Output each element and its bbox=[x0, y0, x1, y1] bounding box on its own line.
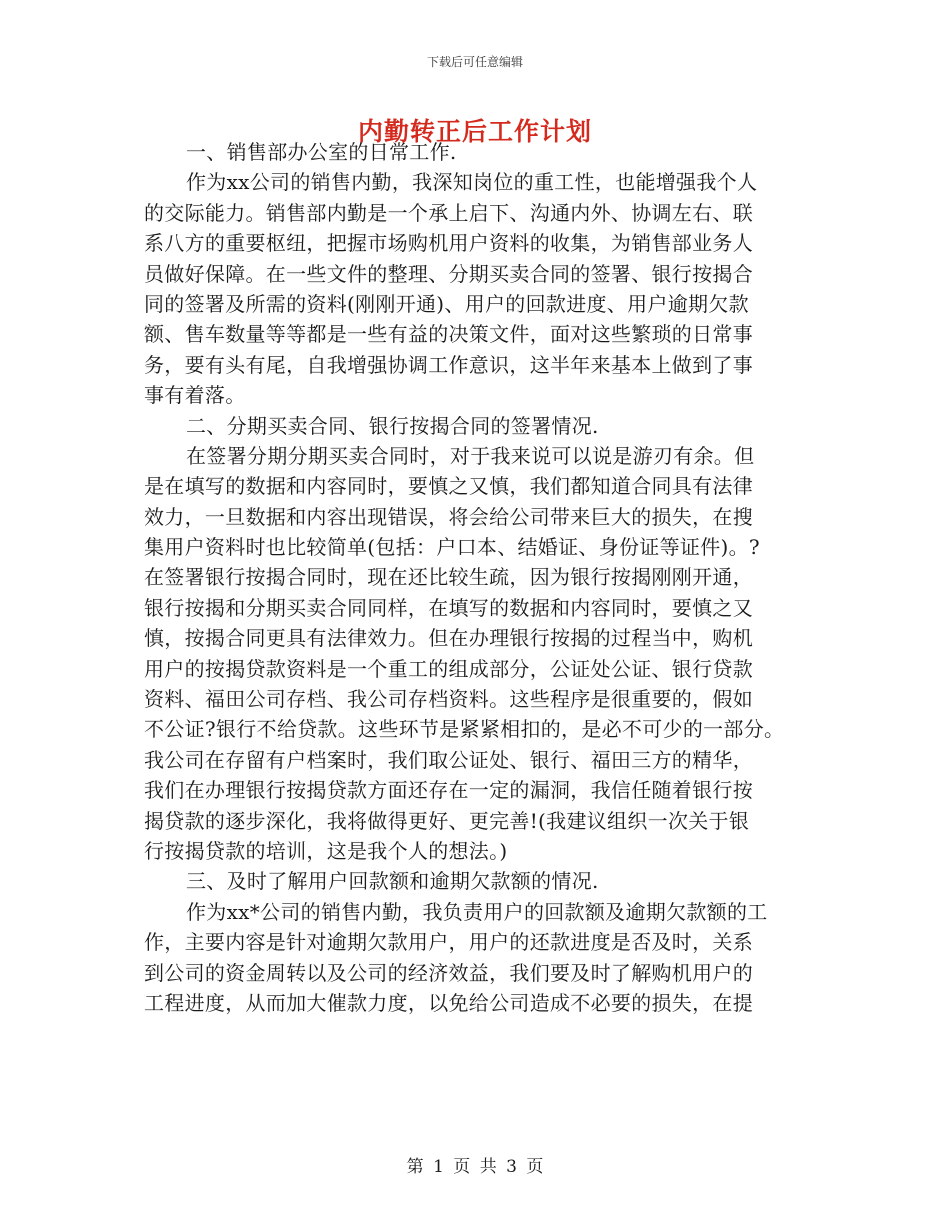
paragraph-line: 作为xx公司的销售内勤，我深知岗位的重工性，也能增强我个人 bbox=[186, 170, 758, 195]
paragraph-line: 我们在办理银行按揭贷款方面还存在一定的漏洞，我信任随着银行按 bbox=[144, 778, 753, 803]
paragraph-line: 效力，一旦数据和内容出现错误，将会给公司带来巨大的损失，在搜 bbox=[144, 504, 753, 529]
paragraph-line: 到公司的资金周转以及公司的经济效益，我们要及时了解购机用户的 bbox=[144, 960, 753, 985]
section-heading-3: 三、及时了解用户回款额和逾期欠款额的情况. bbox=[186, 869, 599, 894]
paragraph-line: 额、售车数量等等都是一些有益的决策文件，面对这些繁琐的日常事 bbox=[144, 322, 753, 347]
paragraph-line: 务，要有头有尾，自我增强协调工作意识，这半年来基本上做到了事 bbox=[144, 352, 753, 377]
paragraph-line: 不公证?银行不给贷款。这些环节是紧紧相扣的，是必不可少的一部分。 bbox=[144, 717, 785, 742]
section-heading-2: 二、分期买卖合同、银行按揭合同的签署情况. bbox=[186, 413, 599, 438]
paragraph-line: 同的签署及所需的资料(刚刚开通)、用户的回款进度、用户逾期欠款 bbox=[144, 291, 749, 316]
paragraph-line: 用户的按揭贷款资料是一个重工的组成部分，公证处公证、银行贷款 bbox=[144, 656, 753, 681]
paragraph-line: 资料、福田公司存档、我公司存档资料。这些程序是很重要的，假如 bbox=[144, 687, 753, 712]
paragraph-line: 工程进度，从而加大催款力度，以免给公司造成不必要的损失，在提 bbox=[144, 990, 753, 1015]
section-heading-1: 一、销售部办公室的日常工作. bbox=[186, 140, 457, 164]
paragraph-line: 作为xx*公司的销售内勤，我负责用户的回款额及逾期欠款额的工 bbox=[186, 899, 768, 924]
paragraph-line: 事有着落。 bbox=[144, 383, 246, 408]
paragraph-line: 的交际能力。销售部内勤是一个承上启下、沟通内外、协调左右、联 bbox=[144, 200, 753, 225]
paragraph-line: 系八方的重要枢纽，把握市场购机用户资料的收集，为销售部业务人 bbox=[144, 231, 753, 256]
page-header: 下载后可任意编辑 bbox=[426, 55, 523, 69]
page-number-footer: 第 1 页 共 3 页 bbox=[406, 1157, 544, 1177]
paragraph-line: 我公司在存留有户档案时，我们取公证处、银行、福田三方的精华， bbox=[144, 747, 753, 772]
paragraph-line: 在签署银行按揭合同时，现在还比较生疏，因为银行按揭刚刚开通， bbox=[144, 565, 753, 590]
paragraph-line: 行按揭贷款的培训，这是我个人的想法。) bbox=[144, 838, 508, 863]
paragraph-line: 银行按揭和分期买卖合同同样，在填写的数据和内容同时，要慎之又 bbox=[144, 595, 753, 620]
paragraph-line: 是在填写的数据和内容同时，要慎之又慎，我们都知道合同具有法律 bbox=[144, 474, 753, 499]
paragraph-line: 作，主要内容是针对逾期欠款用户，用户的还款进度是否及时，关系 bbox=[144, 930, 753, 955]
document-body bbox=[144, 137, 814, 1018]
paragraph-line: 慎，按揭合同更具有法律效力。但在办理银行按揭的过程当中，购机 bbox=[144, 626, 753, 651]
paragraph-line: 揭贷款的逐步深化，我将做得更好、更完善!(我建议组织一次关于银 bbox=[144, 808, 750, 833]
paragraph-line: 在签署分期分期买卖合同时，对于我来说可以说是游刃有余。但 bbox=[186, 443, 755, 468]
document-title: 内勤转正后工作计划 bbox=[357, 117, 592, 146]
paragraph-line: 集用户资料时也比较简单(包括：户口本、结婚证、身份证等证件)。? bbox=[144, 535, 760, 560]
paragraph-line: 员做好保障。在一些文件的整理、分期买卖合同的签署、银行按揭合 bbox=[144, 261, 753, 286]
